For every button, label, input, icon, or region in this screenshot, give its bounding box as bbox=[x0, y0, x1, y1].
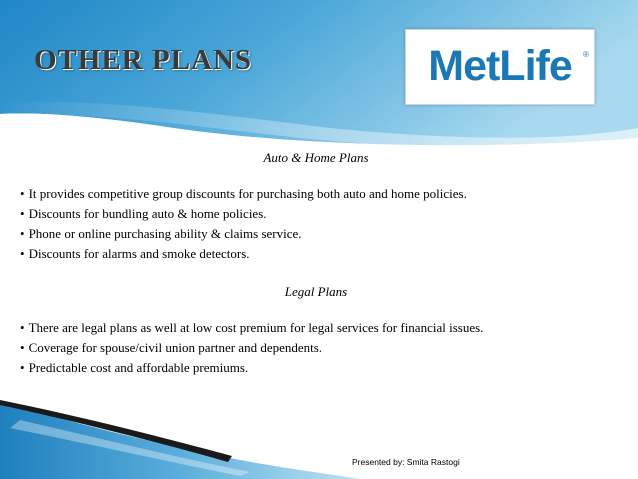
bullet-item: • Phone or online purchasing ability & claims service. bbox=[20, 226, 302, 241]
bullet-icon: • bbox=[20, 360, 25, 375]
bullet-item: • There are legal plans as well at low cost premium for legal services for financial issues. bbox=[20, 320, 484, 335]
bullet-item: • Discounts for alarms and smoke detectors. bbox=[20, 246, 250, 261]
bullet-item: • It provides competitive group discounts for purchasing both auto and home policies. bbox=[20, 186, 467, 201]
slide-title: OTHER PLANS bbox=[34, 44, 253, 76]
bullet-item: • Coverage for spouse/civil union partner and dependents. bbox=[20, 340, 323, 355]
bullet-item: • Discounts for bundling auto & home policies. bbox=[20, 206, 267, 221]
bullet-icon: • bbox=[20, 186, 25, 201]
section-heading-legal: Legal Plans bbox=[284, 284, 348, 299]
bullet-icon: • bbox=[20, 320, 25, 335]
logo-wordmark: MetLife bbox=[428, 42, 572, 90]
auto-home-bullet-list bbox=[20, 184, 467, 264]
bullet-icon: • bbox=[20, 206, 25, 221]
presenter-credit: Presented by: Smita Rastogi bbox=[352, 457, 460, 467]
bullet-icon: • bbox=[20, 226, 25, 241]
metlife-logo bbox=[405, 29, 595, 105]
section-heading-auto-home: Auto & Home Plans bbox=[263, 150, 369, 165]
footer-swoosh-decoration bbox=[0, 360, 638, 479]
bullet-icon: • bbox=[20, 340, 25, 355]
bullet-icon: • bbox=[20, 246, 25, 261]
registered-mark: ® bbox=[583, 50, 589, 59]
bullet-item: • Predictable cost and affordable premiums. bbox=[20, 360, 249, 375]
